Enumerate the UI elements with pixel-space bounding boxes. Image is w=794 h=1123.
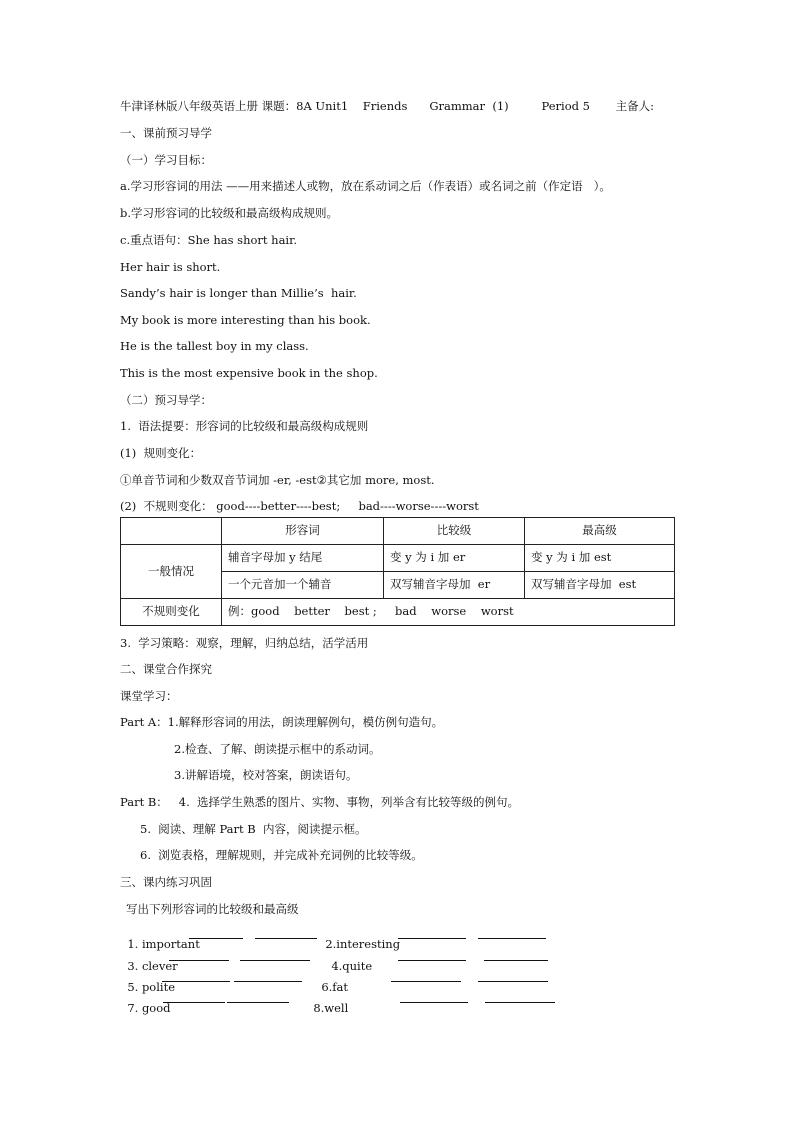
table-header: 比较级 [384,518,525,545]
exercise-word: 7. good [127,1000,171,1015]
answer-blank[interactable] [398,928,466,939]
strategy: 3. 学习策略：观察，理解，归纳总结，活学活用 [120,636,369,650]
exercise-item [120,927,200,950]
answer-blank[interactable] [234,971,302,982]
answer-blank[interactable] [484,950,548,961]
exercise-word: 2.interesting [325,936,401,951]
exercise-word: 6.fat [321,979,349,994]
goals-title: （一）学习目标： [120,153,212,167]
answer-blank[interactable] [478,971,548,982]
part-a-2: 2.检查、了解、朗读提示框中的系动词。 [174,742,381,756]
part-b-4: Part B： 4. 选择学生熟悉的图片、实物、事物，列举含有比较等级的例句。 [120,795,520,809]
answer-blank[interactable] [398,950,466,961]
header-line: 牛津译林版八年级英语上册 课题：8A Unit1 Friends Grammar (1) Period 5 主备人: [120,99,654,113]
table-cell: 双写辅音字母加 est [525,572,675,599]
table-row [121,518,675,545]
table-header: 最高级 [525,518,675,545]
rule-1: (1) 规则变化： [120,446,202,460]
table-cell: 辅音字母加 y 结尾 [222,545,384,572]
example-sentence: Sandy’s hair is longer than Millie’s hair. [120,286,357,300]
part-a-1: Part A：1.解释形容词的用法，朗读理解例句，模仿例句造句。 [120,715,444,729]
irregular-label: 不规则变化 [121,599,222,626]
exercise-word: 1. important [127,936,200,951]
part-b-6: 6. 浏览表格，理解规则，并完成补充词例的比较等级。 [140,848,423,862]
answer-blank[interactable] [478,928,546,939]
exercise-word: 8.well [313,1000,349,1015]
table-header: 形容词 [222,518,384,545]
section3-instruction: 写出下列形容词的比较级和最高级 [126,902,299,916]
table-cell: 变 y 为 i 加 er [384,545,525,572]
part-b-5: 5. 阅读、理解 Part B 内容，阅读提示框。 [140,822,367,836]
answer-blank[interactable] [255,928,317,939]
section2-title: 二、课堂合作探究 [120,662,212,676]
answer-blank[interactable] [240,950,310,961]
exercise-word: 4.quite [331,958,373,973]
table-cell: 一个元音加一个辅音 [222,572,384,599]
comparison-rules-table [120,517,675,626]
exercise-item [306,991,348,1014]
section1-title: 一、课前预习导学 [120,126,212,140]
goal-a: a.学习形容词的用法 ——用来描述人或物，放在系动词之后（作表语）或名词之前（作定语 ）。 [120,179,611,193]
table-cell: 变 y 为 i 加 est [525,545,675,572]
table-row [121,545,675,572]
rule-2: (2) 不规则变化： good----better----best; bad----worse----worst [120,499,479,513]
exercise-word: 5. polite [127,979,176,994]
part-a-3: 3.讲解语境，校对答案，朗读语句。 [174,768,358,782]
section2-subtitle: 课堂学习： [120,689,178,703]
answer-blank[interactable] [227,992,289,1003]
guide-1: 1. 语法提要：形容词的比较级和最高级构成规则 [120,419,369,433]
exercise-item [318,927,400,950]
example-sentence: This is the most expensive book in the shop. [120,366,378,380]
section3-title: 三、课内练习巩固 [120,875,212,889]
example-sentence: Her hair is short. [120,260,221,274]
table-row [121,599,675,626]
guide-title: （二）预习导学： [120,393,212,407]
table-header [121,518,222,545]
answer-blank[interactable] [485,992,555,1003]
table-cell: 双写辅音字母加 er [384,572,525,599]
answer-blank[interactable] [163,992,225,1003]
exercise-item [314,970,348,993]
answer-blank[interactable] [189,928,243,939]
goal-b: b.学习形容词的比较级和最高级构成规则。 [120,206,339,220]
example-sentence: He is the tallest boy in my class. [120,339,309,353]
answer-blank[interactable] [400,992,468,1003]
exercise-word: 3. clever [127,958,178,973]
exercise-item [324,949,372,972]
answer-blank[interactable] [162,971,230,982]
irregular-value: 例：good better best ; bad worse worst [222,599,675,626]
goal-c: c.重点语句：She has short hair. [120,233,297,247]
rule-1-detail: ①单音节词和少数双音节词加 -er, -est②其它加 more, most. [120,473,435,487]
answer-blank[interactable] [391,971,461,982]
general-label: 一般情况 [121,545,222,599]
answer-blank[interactable] [169,950,229,961]
example-sentence: My book is more interesting than his book. [120,313,371,327]
